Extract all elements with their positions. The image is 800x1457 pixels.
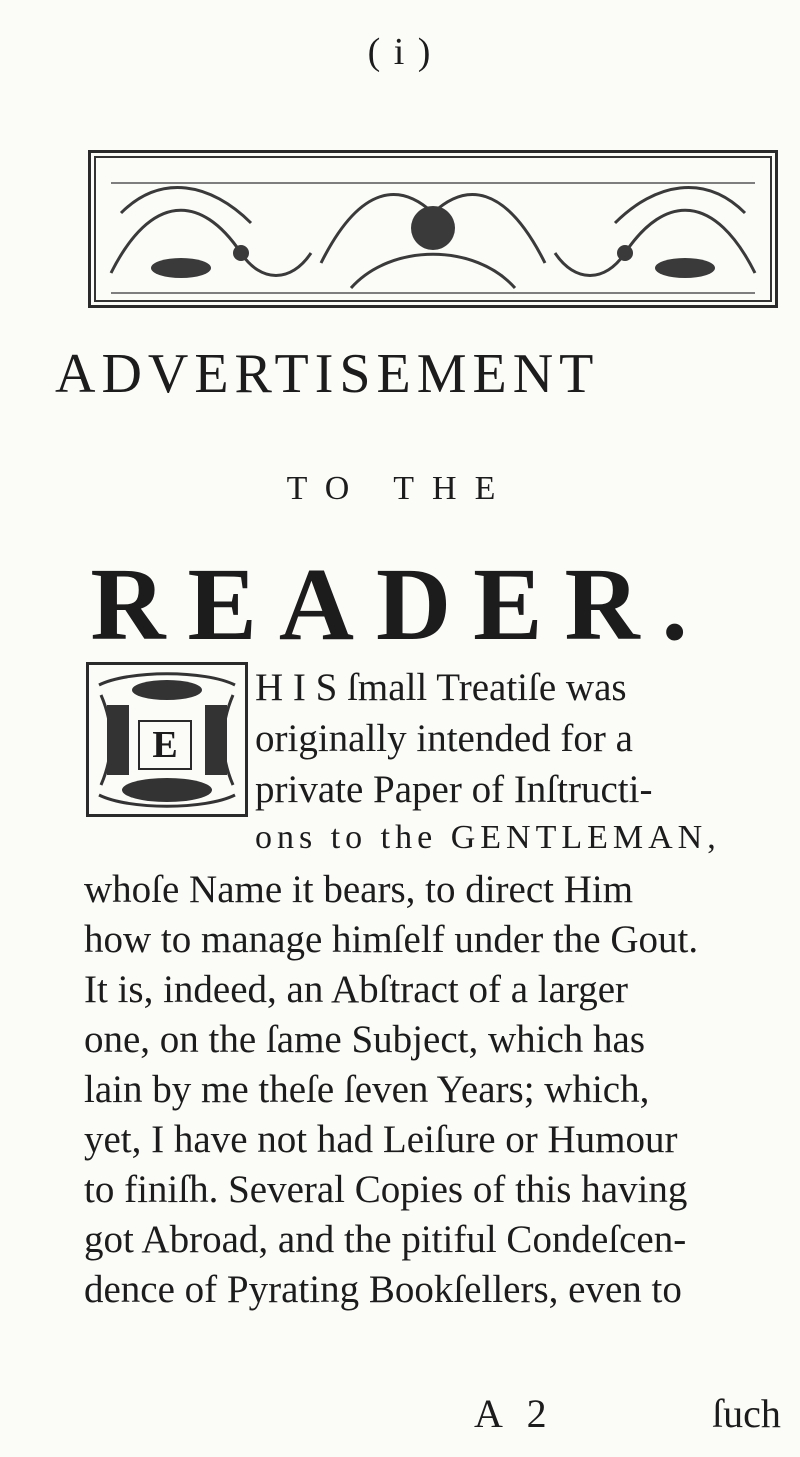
body-line-2: originally intended for a bbox=[255, 717, 633, 760]
body-line-13: dence of Pyrating Bookſellers, even to bbox=[84, 1268, 682, 1311]
body-line-6: how to manage himſelf under the Gout. bbox=[84, 918, 699, 961]
body-line-9: lain by me theſe ſeven Years; which, bbox=[84, 1068, 650, 1111]
body-line-3: private Paper of Inſtructi- bbox=[255, 768, 653, 811]
page-number: ( i ) bbox=[367, 31, 433, 73]
body-line-5: whoſe Name it bears, to direct Him bbox=[84, 868, 634, 911]
body-line-1: H I S ſmall Treatiſe was bbox=[255, 666, 627, 709]
headpiece-ornament-icon bbox=[91, 153, 775, 305]
heading-advertisement: ADVERTISEMENT bbox=[55, 343, 600, 405]
body-line-10: yet, I have not had Leiſure or Humour bbox=[84, 1118, 678, 1161]
initial-letter: E bbox=[138, 720, 192, 770]
heading-reader: READER. bbox=[90, 547, 710, 662]
ornamental-initial bbox=[86, 662, 248, 817]
ornamental-headpiece bbox=[88, 150, 778, 308]
body-line-7: It is, indeed, an Abſtract of a larger bbox=[84, 968, 629, 1011]
catchword: ſuch bbox=[712, 1391, 781, 1436]
body-line-12: got Abroad, and the pitiful Condeſcen- bbox=[84, 1218, 687, 1261]
body-line-4: ons to the GENTLEMAN, bbox=[255, 819, 721, 856]
body-line-8: one, on the ſame Subject, which has bbox=[84, 1018, 646, 1061]
signature-mark: A 2 bbox=[474, 1391, 555, 1436]
heading-to-the: TO THE bbox=[286, 470, 514, 507]
body-line-11: to finiſh. Several Copies of this having bbox=[84, 1168, 688, 1211]
